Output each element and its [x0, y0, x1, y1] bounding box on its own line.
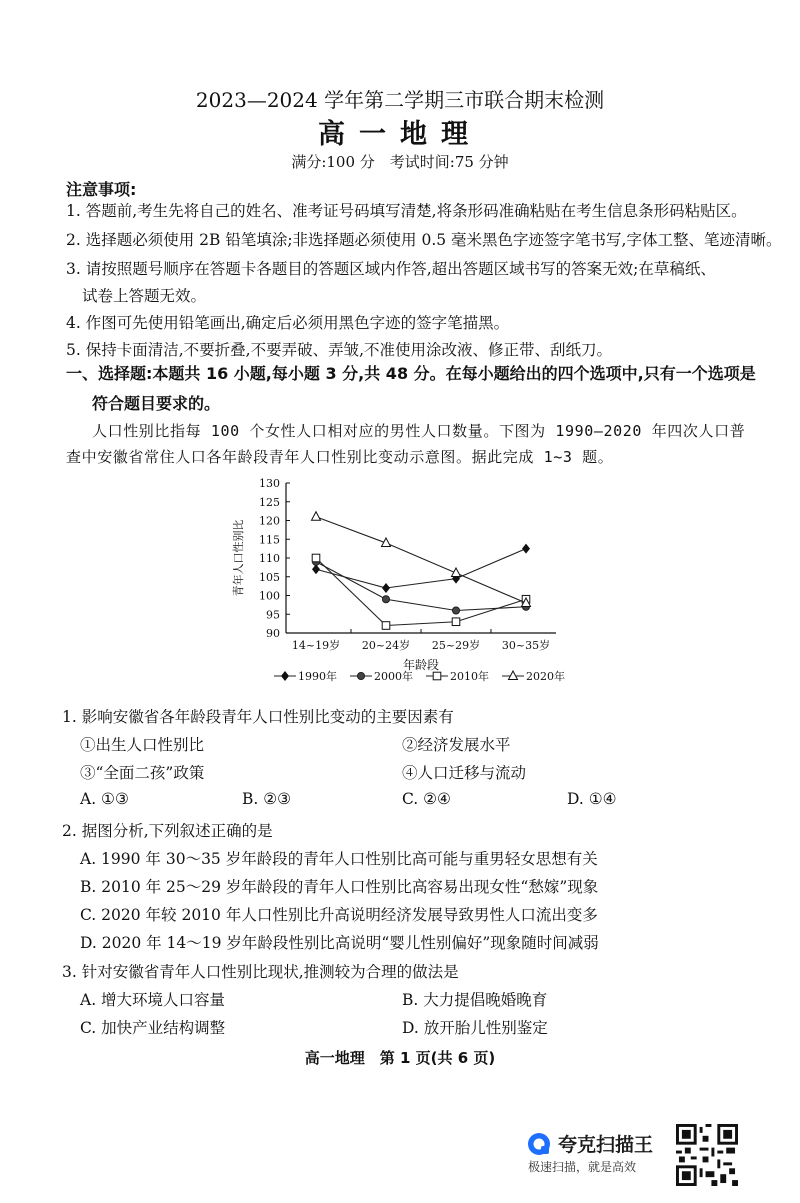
legend-label: 2000年	[374, 670, 413, 683]
legend-marker	[357, 672, 364, 679]
question-1-item: ②经济发展水平	[402, 736, 511, 754]
y-tick-label: 130	[259, 477, 280, 490]
scanner-logo-icon	[526, 1131, 552, 1157]
legend-label: 2010年	[450, 670, 489, 683]
y-tick-label: 100	[259, 589, 280, 603]
data-point	[382, 622, 390, 630]
legend-label: 2020年	[526, 670, 565, 683]
y-tick-label: 110	[259, 552, 280, 565]
legend-marker	[433, 672, 441, 680]
question-2-option-c[interactable]: C. 2020 年较 2010 年人口性别比升高说明经济发展导致男性人口流出变多	[80, 906, 598, 924]
scanner-brand: 夸克扫描王	[558, 1134, 654, 1156]
y-tick-label: 120	[259, 514, 280, 528]
intro-line: 人口性别比指每 100 个女性人口相对应的男性人口数量。下图为 1990—2020 年四次人口普	[92, 422, 746, 440]
exam-meta: 满分:100 分 考试时间:75 分钟	[291, 153, 509, 171]
x-tick-label: 20~24岁	[361, 639, 411, 652]
y-tick-label: 125	[259, 495, 280, 509]
data-point	[382, 583, 390, 593]
x-tick-label: 25~29岁	[431, 639, 481, 652]
notice-heading: 注意事项:	[66, 180, 137, 199]
notice-line: 3. 请按照题号顺序在答题卡各题目的答题区域内作答,超出答题区域书写的答案无效;在草稿纸、	[66, 260, 716, 278]
question-3-option-a[interactable]: A. 增大环境人口容量	[80, 991, 226, 1009]
data-point	[452, 618, 460, 626]
scanner-slogan: 极速扫描，就是高效	[528, 1160, 637, 1174]
exam-title: 2023—2024 学年第二学期三市联合期末检测	[195, 88, 605, 112]
subject-title: 高一地理	[318, 119, 482, 150]
section-heading: 一、选择题:本题共 16 小题,每小题 3 分,共 48 分。在每小题给出的四个选项中,只有一个选项是	[66, 364, 756, 383]
question-2-option-a[interactable]: A. 1990 年 30～35 岁年龄段的青年人口性别比高可能与重男轻女思想有关	[80, 850, 598, 868]
x-tick-label: 14~19岁	[291, 639, 341, 652]
x-axis-label: 年龄段	[402, 658, 440, 672]
y-axis-label: 青年人口性别比	[232, 519, 245, 597]
legend-marker	[509, 671, 518, 680]
question-1-item: ①出生人口性别比	[80, 736, 205, 754]
y-tick-label: 95	[266, 608, 280, 622]
data-point	[452, 607, 459, 614]
qr-code-icon	[676, 1124, 738, 1186]
section-heading-cont: 符合题目要求的。	[92, 394, 221, 413]
notice-line: 试卷上答题无效。	[82, 287, 207, 305]
data-point	[312, 512, 321, 521]
data-point	[312, 554, 320, 562]
question-1-item: ④人口迁移与流动	[402, 764, 527, 782]
intro-line: 查中安徽省常住人口各年龄段青年人口性别比变动示意图。据此完成 1~3 题。	[66, 448, 614, 466]
series-line-2010年	[316, 558, 526, 626]
question-3-option-c[interactable]: C. 加快产业结构调整	[80, 1019, 226, 1037]
question-1-stem: 1. 影响安徽省各年龄段青年人口性别比变动的主要因素有	[62, 708, 454, 726]
question-3-option-b[interactable]: B. 大力提倡晚婚晚育	[402, 991, 548, 1009]
data-point	[382, 596, 389, 603]
legend-marker	[281, 671, 289, 681]
page-footer: 高一地理 第 1 页(共 6 页)	[304, 1049, 496, 1067]
notice-line: 4. 作图可先使用铅笔画出,确定后必须用黑色字迹的签字笔描黑。	[66, 314, 510, 332]
y-tick-label: 90	[266, 627, 280, 640]
series-line-2000年	[316, 562, 526, 611]
x-tick-label: 30~35岁	[501, 639, 551, 652]
question-1-option-a[interactable]: A. ①③	[80, 790, 129, 808]
question-1-option-c[interactable]: C. ②④	[402, 790, 451, 808]
notice-line: 5. 保持卡面清洁,不要折叠,不要弄破、弄皱,不准使用涂改液、修正带、刮纸刀。	[66, 341, 612, 359]
data-point	[312, 564, 320, 574]
notice-line: 1. 答题前,考生先将自己的姓名、准考证号码填写清楚,将条形码准确粘贴在考生信息条形码粘贴区。	[66, 202, 747, 220]
question-3-stem: 3. 针对安徽省青年人口性别比现状,推测较为合理的做法是	[62, 963, 459, 981]
question-2-option-b[interactable]: B. 2010 年 25～29 岁年龄段的青年人口性别比高容易出现女性“愁嫁”现象	[80, 878, 599, 896]
question-1-option-d[interactable]: D. ①④	[567, 790, 617, 808]
y-tick-label: 105	[259, 570, 280, 584]
question-2-option-d[interactable]: D. 2020 年 14～19 岁年龄段性别比高说明“婴儿性别偏好”现象随时间减弱	[80, 934, 599, 952]
data-point	[522, 544, 530, 554]
question-1-option-b[interactable]: B. ②③	[242, 790, 292, 808]
notice-line: 2. 选择题必须使用 2B 铅笔填涂;非选择题必须使用 0.5 毫米黑色字迹签字笔书写,字体工整、笔迹清晰。	[66, 231, 782, 249]
question-2-stem: 2. 据图分析,下列叙述正确的是	[62, 822, 273, 840]
y-tick-label: 115	[259, 533, 280, 547]
legend-label: 1990年	[298, 670, 337, 683]
series-line-2020年	[316, 517, 526, 603]
question-3-option-d[interactable]: D. 放开胎儿性别鉴定	[402, 1019, 548, 1037]
series-line-1990年	[316, 549, 526, 588]
question-1-item: ③“全面二孩”政策	[80, 764, 205, 782]
sex-ratio-chart	[228, 470, 568, 692]
data-point	[452, 568, 461, 577]
